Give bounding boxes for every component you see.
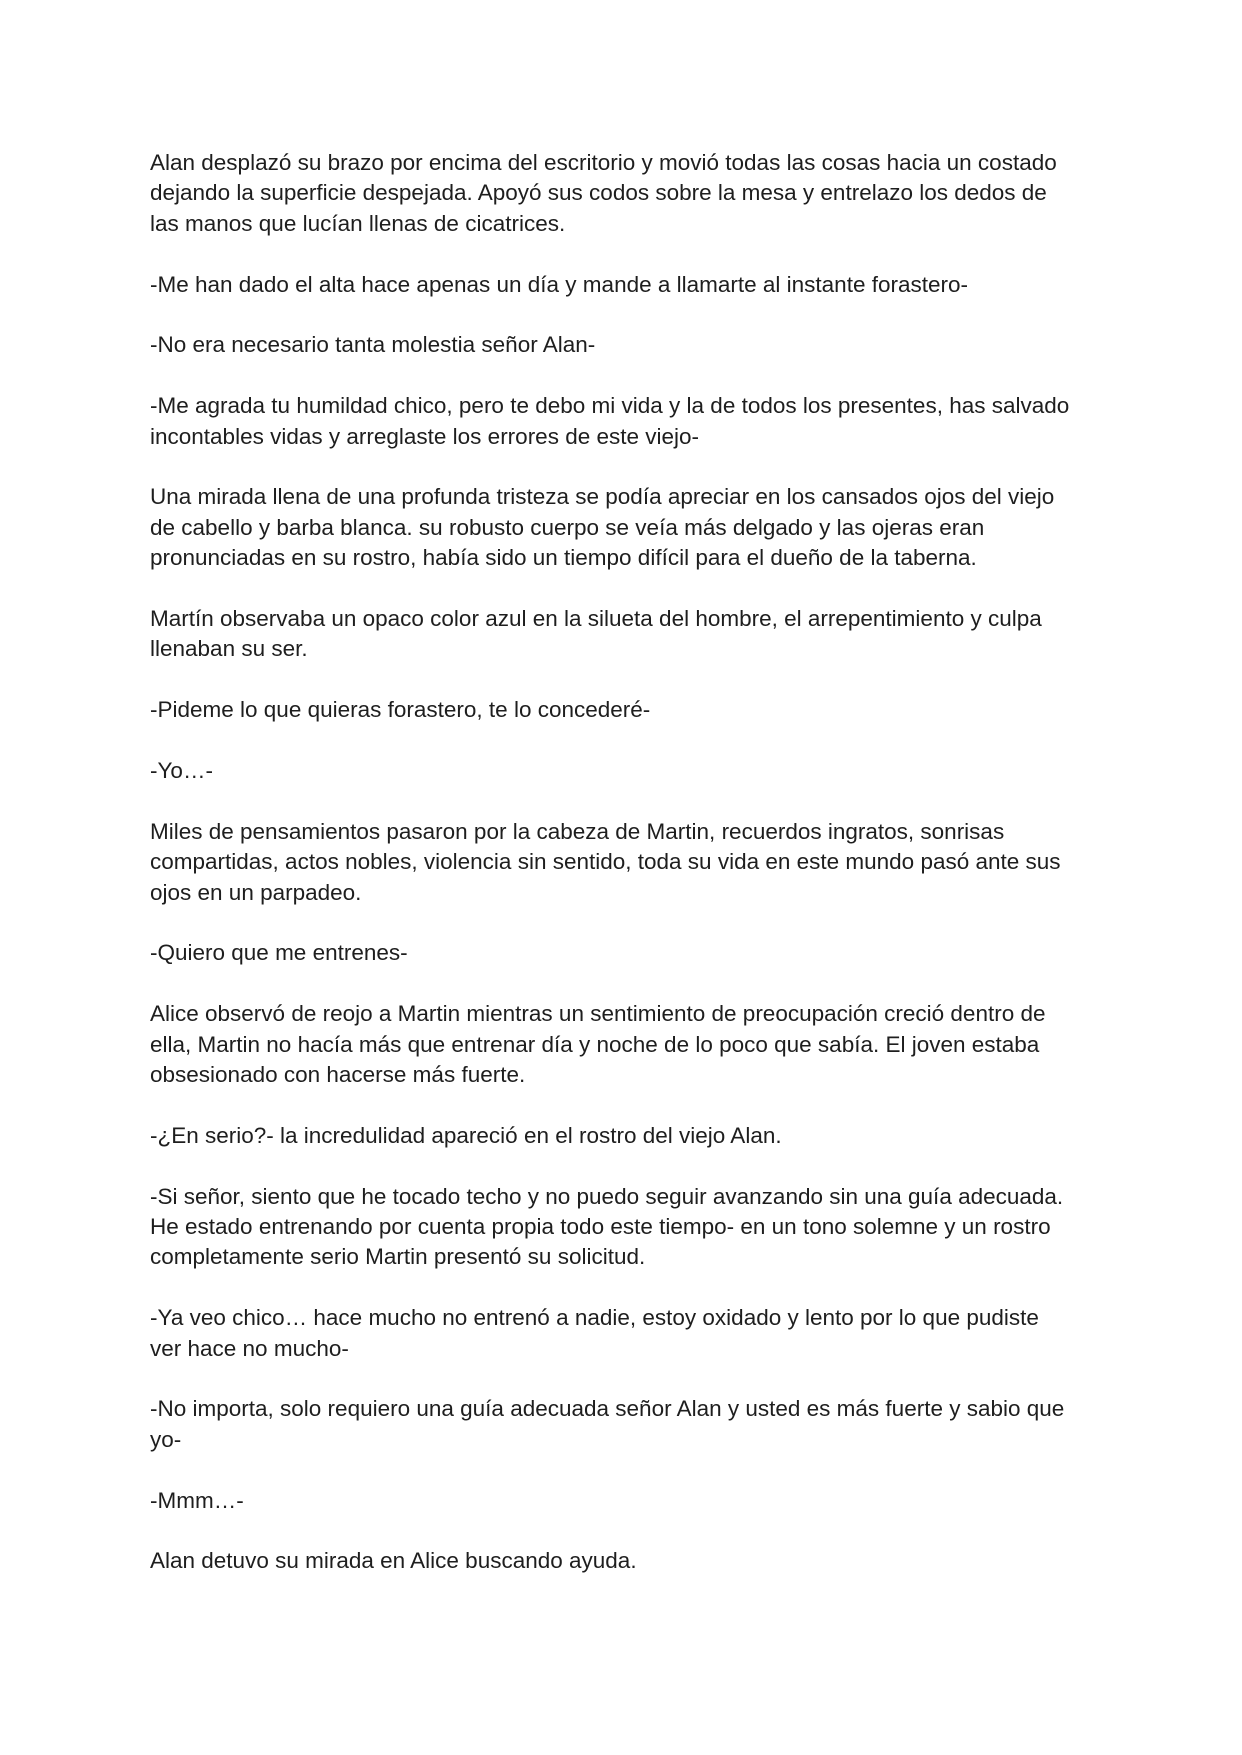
text-line: pronunciadas en su rostro, había sido un tiempo difícil para el dueño de la taberna.: [150, 545, 977, 571]
text-line: -Pideme lo que quieras forastero, te lo concederé-: [150, 697, 651, 723]
paragraph-12: [150, 1121, 1100, 1151]
paragraph-9: [150, 817, 1100, 908]
body-text: [150, 148, 1100, 1607]
text-line: -No era necesario tanta molestia señor Alan-: [150, 332, 596, 358]
paragraph-14: [150, 1303, 1100, 1364]
text-line: compartidas, actos nobles, violencia sin sentido, toda su vida en este mundo pasó ante sus: [150, 849, 1061, 875]
text-line: Miles de pensamientos pasaron por la cabeza de Martin, recuerdos ingratos, sonrisas: [150, 818, 1005, 844]
text-line: las manos que lucían llenas de cicatrices.: [150, 210, 566, 236]
text-line: -Ya veo chico… hace mucho no entrenó a nadie, estoy oxidado y lento por lo que pudiste: [150, 1305, 1039, 1331]
text-line: incontables vidas y arreglaste los errores de este viejo-: [150, 423, 700, 449]
paragraph-15: [150, 1394, 1100, 1455]
paragraph-1: [150, 148, 1100, 239]
paragraph-10: [150, 938, 1100, 968]
text-line: ojos en un parpadeo.: [150, 879, 362, 905]
text-line: -Quiero que me entrenes-: [150, 940, 408, 966]
text-line: He estado entrenando por cuenta propia todo este tiempo- en un tono solemne y un rostro: [150, 1214, 1051, 1240]
paragraph-7: [150, 695, 1100, 725]
text-line: -No importa, solo requiero una guía adecuada señor Alan y usted es más fuerte y sabio que: [150, 1396, 1065, 1422]
text-line: -Si señor, siento que he tocado techo y no puedo seguir avanzando sin una guía adecuada.: [150, 1183, 1064, 1209]
paragraph-13: [150, 1182, 1100, 1273]
text-line: -Me agrada tu humildad chico, pero te debo mi vida y la de todos los presentes, has salvado: [150, 393, 1070, 419]
text-line: ver hace no mucho-: [150, 1335, 349, 1361]
paragraph-2: [150, 270, 1100, 300]
paragraph-8: [150, 756, 1100, 786]
text-line: Alan detuvo su mirada en Alice buscando ayuda.: [150, 1548, 637, 1574]
text-line: Una mirada llena de una profunda tristeza se podía apreciar en los cansados ojos del viejo: [150, 484, 1055, 510]
text-line: -Me han dado el alta hace apenas un día y mande a llamarte al instante forastero-: [150, 271, 968, 297]
paragraph-5: [150, 482, 1100, 573]
text-line: dejando la superficie despejada. Apoyó sus codos sobre la mesa y entrelazo los dedos de: [150, 180, 1047, 206]
paragraph-16: [150, 1486, 1100, 1516]
text-line: yo-: [150, 1426, 182, 1452]
text-line: Alan desplazó su brazo por encima del escritorio y movió todas las cosas hacia un costado: [150, 150, 1057, 175]
text-line: de cabello y barba blanca. su robusto cuerpo se veía más delgado y las ojeras eran: [150, 514, 985, 540]
text-line: -Mmm…-: [150, 1487, 244, 1513]
paragraph-3: [150, 330, 1100, 360]
text-line: Martín observaba un opaco color azul en la silueta del hombre, el arrepentimiento y culpa: [150, 606, 1042, 632]
text-line: llenaban su ser.: [150, 636, 308, 662]
paragraph-6: [150, 604, 1100, 665]
paragraph-11: [150, 999, 1100, 1090]
text-line: completamente serio Martin presentó su solicitud.: [150, 1244, 646, 1270]
text-line: obsesionado con hacerse más fuerte.: [150, 1062, 526, 1088]
text-line: Alice observó de reojo a Martin mientras un sentimiento de preocupación creció dentro de: [150, 1001, 1046, 1027]
paragraph-17: [150, 1546, 1100, 1576]
text-line: -Yo…-: [150, 758, 213, 784]
text-line: -¿En serio?- la incredulidad apareció en el rostro del viejo Alan.: [150, 1122, 782, 1148]
paragraph-4: [150, 391, 1100, 452]
text-line: ella, Martin no hacía más que entrenar día y noche de lo poco que sabía. El joven estaba: [150, 1031, 1040, 1057]
